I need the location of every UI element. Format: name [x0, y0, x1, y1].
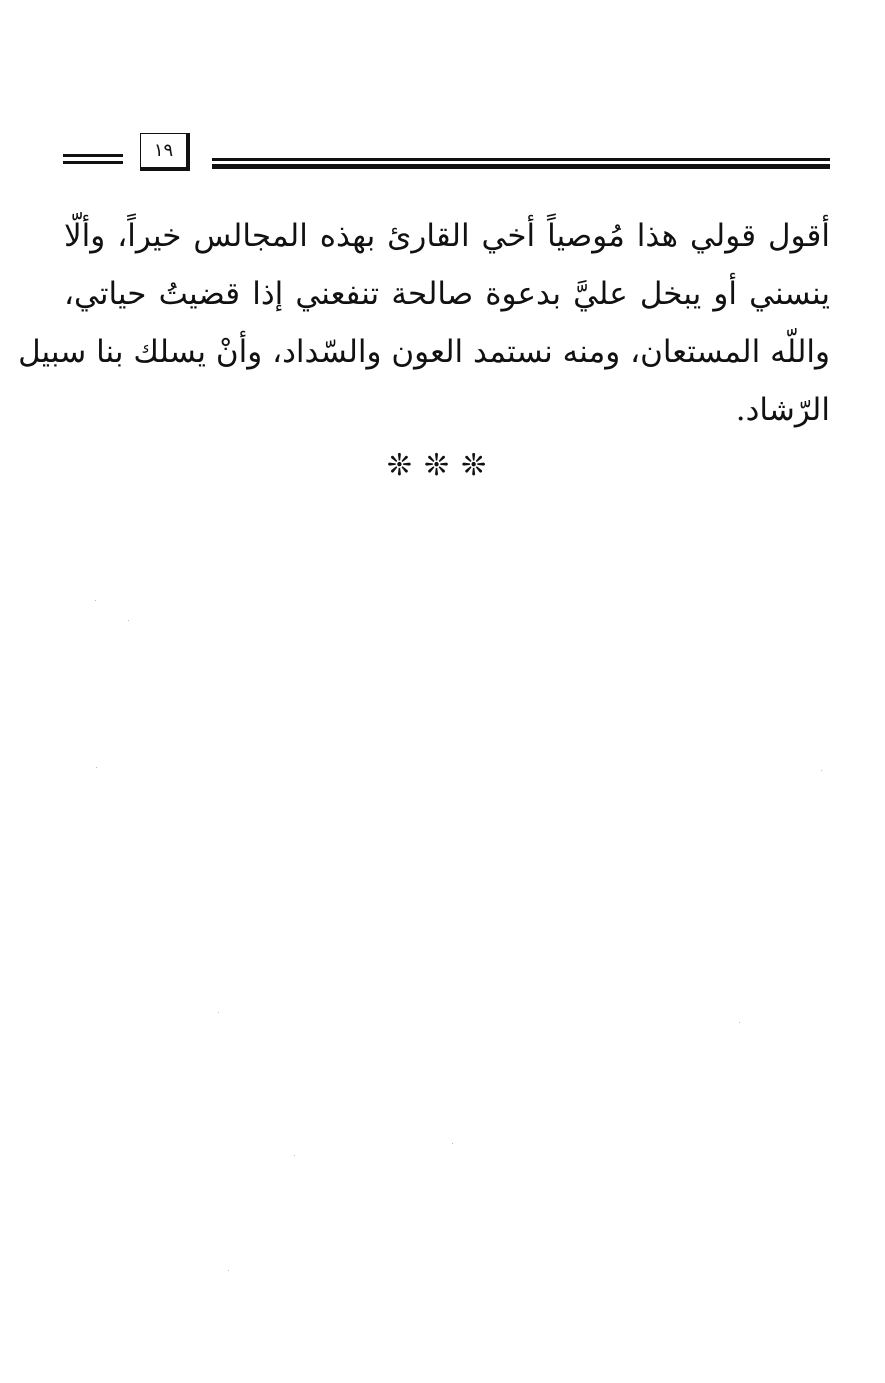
- scan-speck: [95, 600, 96, 601]
- section-separator: ❊❊❊: [386, 448, 499, 483]
- paragraph-line-4: الرّشاد.: [735, 392, 830, 428]
- header-rule-right-top: [212, 158, 830, 161]
- header-rule-right-bottom: [212, 164, 830, 169]
- scan-speck: [294, 1155, 295, 1156]
- paragraph-line-3: واللّه المستعان، ومنه نستمد العون والسّداد، وأنْ يسلك بنا سبيل: [18, 334, 830, 370]
- paragraph-line-1: أقول قولي هذا مُوصياً أخي القارئ بهذه المجالس خيراً، وألّا: [64, 218, 830, 254]
- body-paragraph: [18, 207, 830, 439]
- scan-speck: [96, 767, 97, 768]
- scan-speck: [739, 1022, 740, 1023]
- header-rule-left-bottom: [63, 161, 123, 164]
- scan-speck: [452, 1143, 453, 1144]
- scan-speck: [218, 1012, 219, 1013]
- scan-speck: [128, 620, 129, 621]
- scan-speck: [821, 770, 822, 771]
- paragraph-line-2: ينسني أو يبخل عليَّ بدعوة صالحة تنفعني إذا قضيتُ حياتي،: [64, 276, 830, 312]
- header-rule-left-top: [63, 154, 123, 157]
- scan-speck: [228, 1270, 229, 1271]
- page-header: [0, 0, 885, 200]
- page-number: ١٩: [140, 133, 190, 171]
